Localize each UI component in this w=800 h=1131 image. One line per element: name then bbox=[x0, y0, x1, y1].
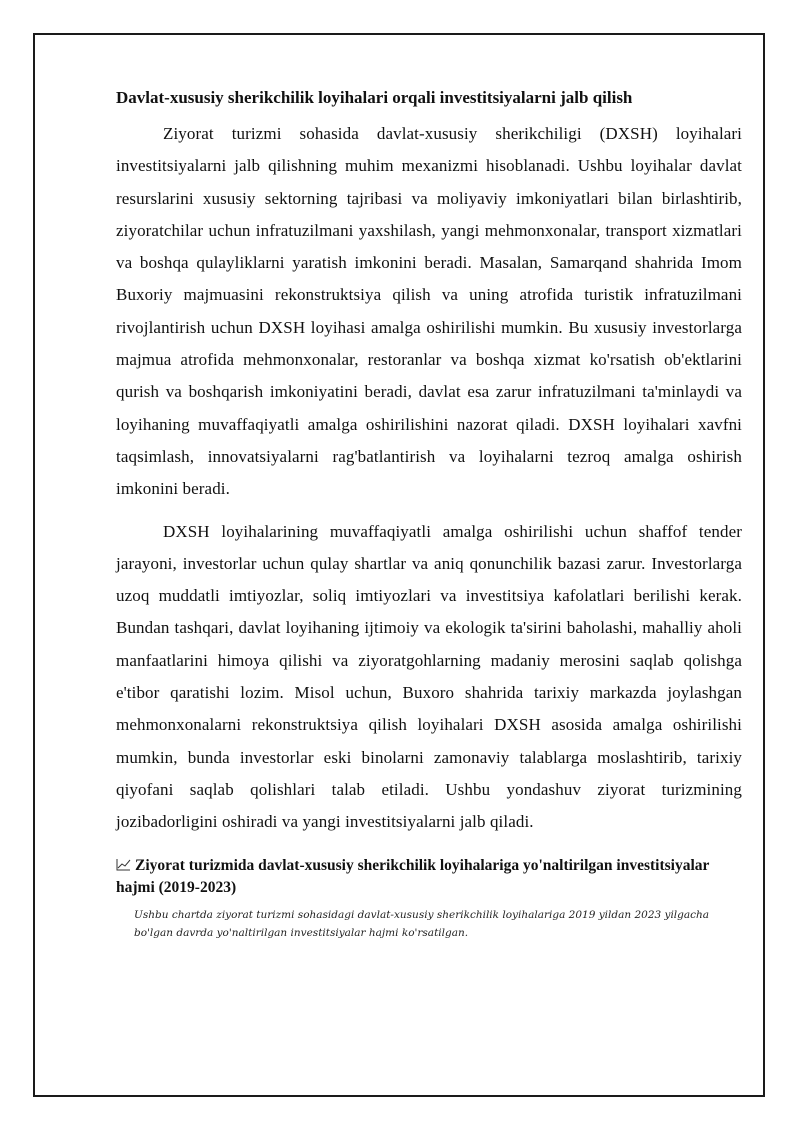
chart-icon bbox=[116, 856, 131, 869]
paragraph-1: Ziyorat turizmi sohasida davlat-xususiy sherikchiligi (DXSH) loyihalari investitsiyalarni jalb qilishning muhim mexanizmi hisoblanadi. Ushbu loyihalar davlat resurslarini xususiy sektorning tajribasi va moliyaviy imkoniyatlari bilan birlashtirib, ziyoratchilar uchun infratuzilmani yaxshilash, yangi mehmonxonalar, transport xizmatlari va boshqa qulayliklarni yaratish imkonini beradi. Masalan, Samarqand shahrida Imom Buxoriy majmuasini rekonstruktsiya qilish va uning atrofida turistik infratuzilmani rivojlantirish uchun DXSH loyihasi amalga oshirilishi mumkin. Bu xususiy investorlarga majmua atrofida mehmonxonalar, restoranlar va boshqa xizmat ko'rsatish ob'ektlarini qurish va boshqarish imkoniyatini beradi, davlat esa zarur infratuzilmani ta'minlaydi va loyihaning muvaffaqiyatli amalga oshirilishini nazorat qiladi. DXSH loyihalari xavfni taqsimlash, innovatsiyalarni rag'batlantirish va loyihalarni tezroq amalga oshirish imkonini beradi. bbox=[116, 124, 742, 499]
paragraph-2: DXSH loyihalarining muvaffaqiyatli amalga oshirilishi uchun shaffof tender jarayoni, investorlar uchun qulay shartlar va aniq qonunchilik bazasi zarur. Investorlarga uzoq muddatli imtiyozlar, soliq imtiyozlari va investitsiya kafolatlari berilishi kerak. Bundan tashqari, davlat loyihaning ijtimoiy va ekologik ta'sirini baholashi, mahalliy aholi manfaatlarini himoya qilishi va ziyoratgohlarning madaniy merosini saqlab qolishga e'tibor qaratishi lozim. Misol uchun, Buxoro shahrida tarixiy markazda joylashgan mehmonxonalarni rekonstruktsiya qilish loyihalari DXSH asosida amalga oshirilishi mumkin, bunda investorlar eski binolarni zamonaviy talablarga moslashtirib, tarixiy qiyofani saqlab qolishlari talab etiladi. Ushbu yondashuv ziyorat turizmining jozibadorligini oshiradi va yangi investitsiyalarni jalb qiladi. bbox=[116, 521, 742, 832]
figure-title: Ziyorat turizmida davlat-xususiy sherikchilik loyihalariga yo'naltirilgan investitsiyalar hajmi (2019-2023) bbox=[116, 856, 710, 896]
section-heading: Davlat-xususiy sherikchilik loyihalari orqali investitsiyalarni jalb qilish bbox=[116, 88, 633, 107]
figure-title-line bbox=[116, 855, 742, 899]
figure-caption: Ushbu chartda ziyorat turizmi sohasidagi davlat-xususiy sherikchilik loyihalariga 2019 yildan 2023 yilgacha bo'lgan davrda yo'naltirilgan investitsiyalar hajmi ko'rsatilgan. bbox=[134, 908, 710, 939]
figure-block bbox=[116, 855, 742, 942]
document-body bbox=[116, 86, 742, 942]
